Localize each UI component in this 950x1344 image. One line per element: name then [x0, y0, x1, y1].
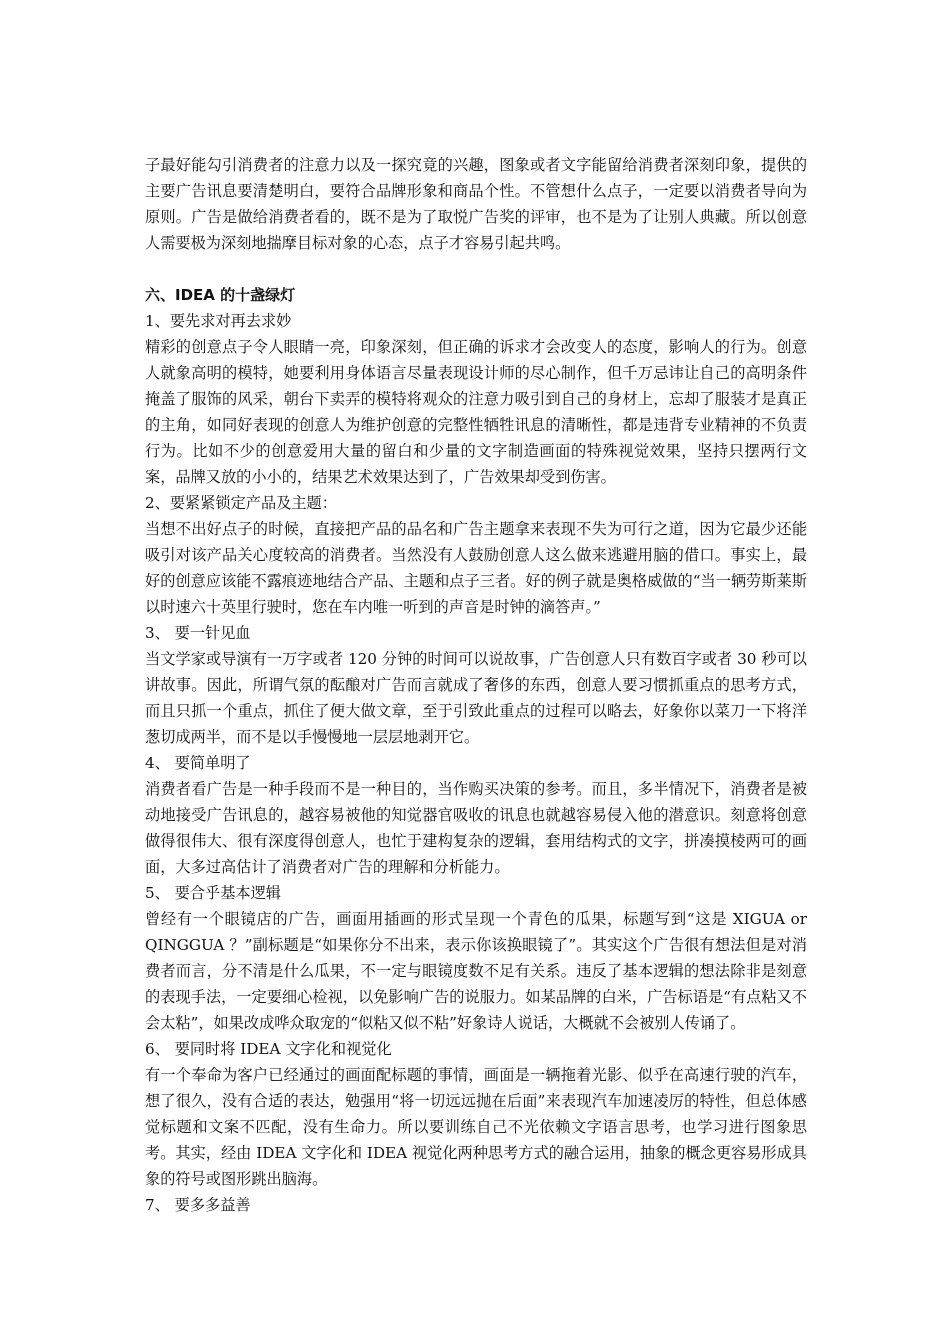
item-body-5: 曾经有一个眼镜店的广告，画面用插画的形式呈现一个青色的瓜果，标题写到“这是 XIGUA or QINGGUA ？”副标题是“如果你分不出来，表示你该换眼镜了”。其实这个广告很有想法但是对消费者而言，分不清是什么瓜果，不一定与眼镜度数不足有关系。违反了基本逻辑的想法除非是刻意的表现手法，一定要细心检视，以免影响广告的说服力。如某品牌的白米，广告标语是“有点粘又不会太粘”，如果改成哗众取宠的“似粘又似不粘”好象诗人说话，大概就不会被别人传诵了。 — [145, 910, 807, 1032]
item-body-2: 当想不出好点子的时候，直接把产品的品名和广告主题拿来表现不失为可行之道，因为它最少还能吸引对该产品关心度较高的消费者。当然没有人鼓励创意人这么做来逃避用脑的借口。事实上，最好的创意应该能不露痕迹地结合产品、主题和点子三者。好的例子就是奥格威做的“当一辆劳斯莱斯以时速六十英里行驶时，您在车内唯一听到的声音是时钟的滴答声。” — [145, 520, 807, 616]
paragraph-spacer — [145, 256, 807, 282]
item-title-6: 6、 要同时将 IDEA 文字化和视觉化 — [145, 1040, 392, 1058]
item-title-3: 3、 要一针见血 — [145, 624, 251, 642]
document-page — [145, 152, 807, 1218]
item-body-3: 当文学家或导演有一万字或者 120 分钟的时间可以说故事，广告创意人只有数百字或者 30 秒可以讲故事。因此，所谓气氛的酝酿对广告而言就成了奢侈的东西，创意人要习惯抓重点的思考方式，而且只抓一个重点，抓住了便大做文章，至于引致此重点的过程可以略去，好象你以菜刀一下将洋葱切成两半，而不是以手慢慢地一层层地剥开它。 — [145, 650, 807, 746]
item-title-4: 4、 要简单明了 — [145, 754, 251, 772]
item-title-1: 1、要先求对再去求妙 — [145, 312, 292, 330]
item-title-2: 2、要紧紧锁定产品及主题： — [145, 494, 337, 512]
item-title-5: 5、 要合乎基本逻辑 — [145, 884, 281, 902]
item-title-7: 7、 要多多益善 — [145, 1196, 251, 1214]
intro-paragraph: 子最好能勾引消费者的注意力以及一探究竟的兴趣，图象或者文字能留给消费者深刻印象，提供的主要广告讯息要清楚明白，要符合品牌形象和商品个性。不管想什么点子，一定要以消费者导向为原则。广告是做给消费者看的，既不是为了取悦广告奖的评审，也不是为了让别人典藏。所以创意人需要极为深刻地揣摩目标对象的心态，点子才容易引起共鸣。 — [145, 156, 807, 252]
item-body-1: 精彩的创意点子令人眼睛一亮，印象深刻，但正确的诉求才会改变人的态度，影响人的行为。创意人就象高明的模特，她要利用身体语言尽量表现设计师的尽心制作，但千万忌讳让自己的高明条件掩盖了服饰的风采，朝台下卖弄的模特将观众的注意力吸引到自己的身材上，忘却了服装才是真正的主角，如同好表现的创意人为维护创意的完整性牺牲讯息的清晰性，都是违背专业精神的不负责行为。比如不少的创意爱用大量的留白和少量的文字制造画面的特殊视觉效果，坚持只摆两行文案，品牌又放的小小的，结果艺术效果达到了，广告效果却受到伤害。 — [145, 338, 807, 486]
section-title: 六、IDEA 的十盏绿灯 — [145, 286, 296, 304]
item-body-4: 消费者看广告是一种手段而不是一种目的，当作购买决策的参考。而且，多半情况下，消费者是被动地接受广告讯息的，越容易被他的知觉器官吸收的讯息也就越容易侵入他的潜意识。刻意将创意做得很伟大、很有深度得创意人，也忙于建构复杂的逻辑，套用结构式的文字，拼凑摸棱两可的画面，大多过高估计了消费者对广告的理解和分析能力。 — [145, 780, 807, 876]
item-body-6: 有一个奉命为客户已经通过的画面配标题的事情，画面是一辆拖着光影、似乎在高速行驶的汽车，想了很久，没有合适的表达，勉强用“将一切远远抛在后面”来表现汽车加速凌厉的特性，但总体感觉标题和文案不匹配，没有生命力。所以要训练自己不光依赖文字语言思考，也学习进行图象思考。其实，经由 IDEA 文字化和 IDEA 视觉化两种思考方式的融合运用，抽象的概念更容易形成具象的符号或图形跳出脑海。 — [145, 1066, 807, 1188]
